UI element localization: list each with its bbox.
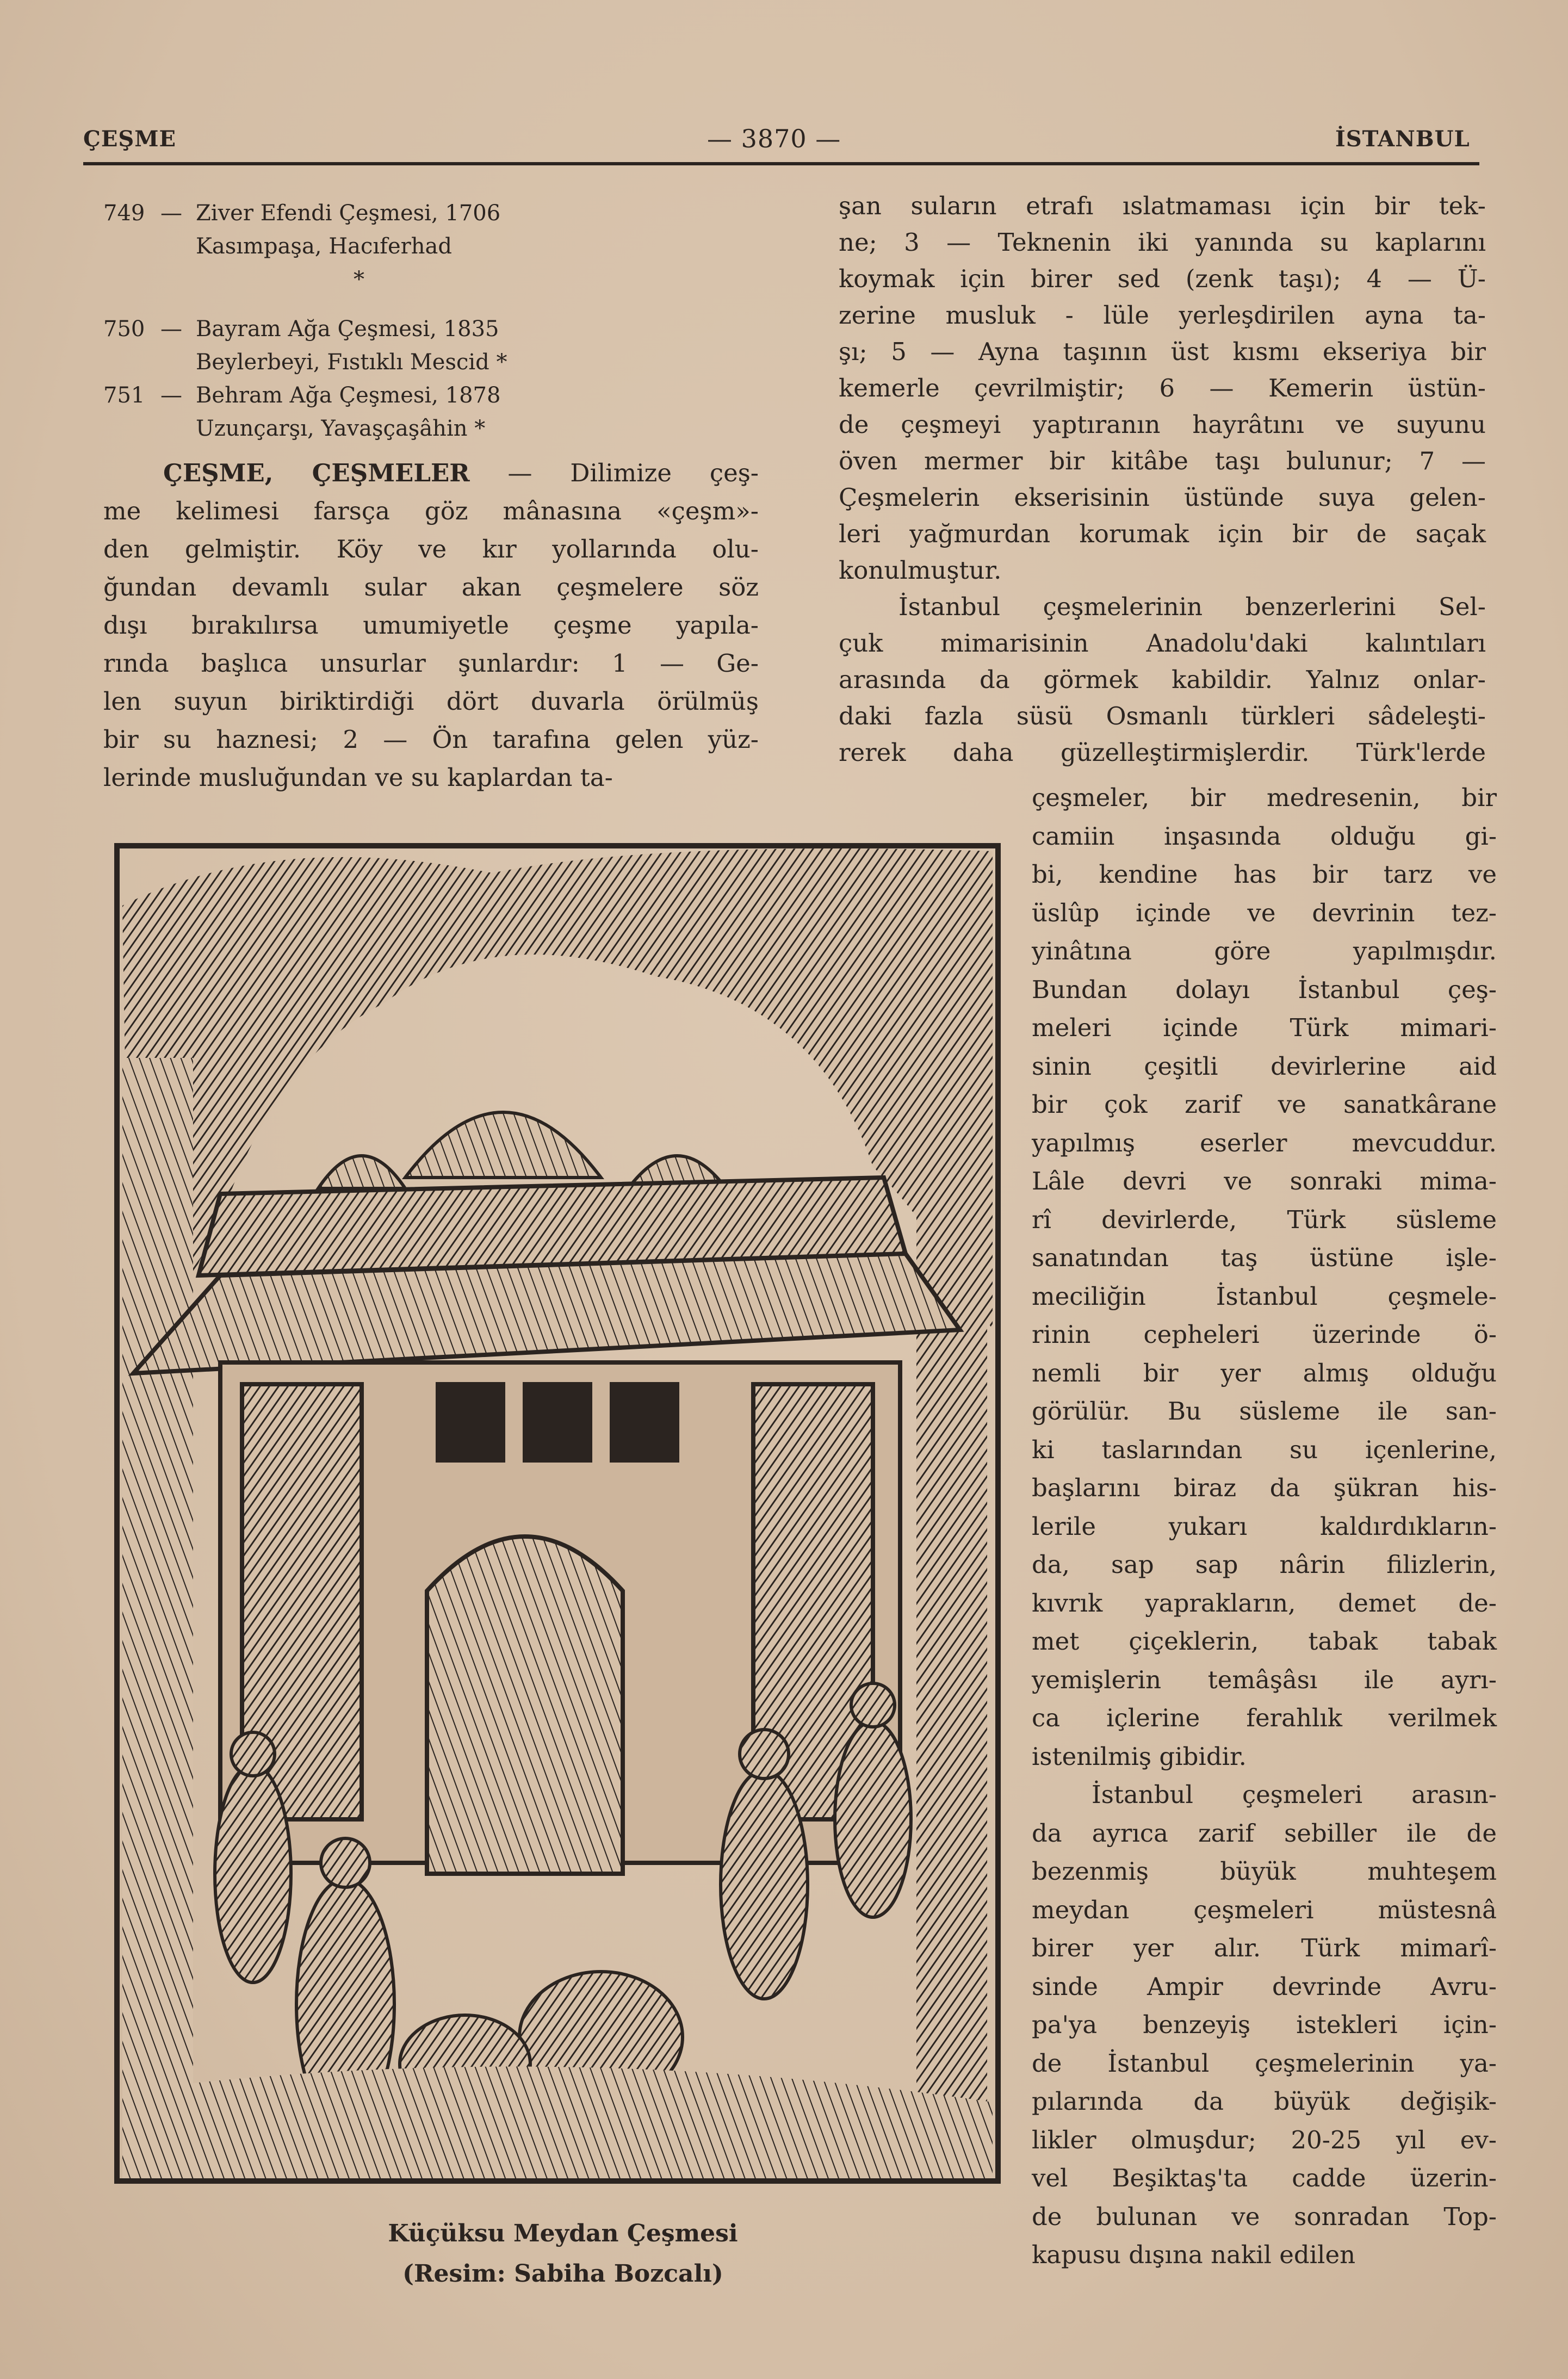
line-text: öven mermer bir kitâbe taşı bulunur; 7 — <box>839 447 1486 475</box>
text-line <box>1032 1929 1497 1968</box>
header-rule <box>83 162 1479 165</box>
text-line <box>1032 2006 1497 2045</box>
item-number: 751 <box>103 383 145 408</box>
article-right-column <box>839 188 1486 771</box>
text-line <box>1032 1584 1497 1623</box>
item-location: Kasımpaşa, Hacıferhad <box>196 234 452 259</box>
text-line <box>1032 1162 1497 1201</box>
text-line <box>839 588 1486 625</box>
line-text: vel Beşiktaş'ta cadde üzerin- <box>1032 2164 1497 2192</box>
text-line <box>1032 2083 1497 2121</box>
line-text: bir çok zarif ve sanatkârane <box>1032 1090 1497 1119</box>
caption-credit: (Resim: Sabiha Bozcalı) <box>402 2260 723 2288</box>
text-line <box>1032 2045 1497 2083</box>
line-text: görülür. Bu süsleme ile san- <box>1032 1397 1497 1426</box>
text-line <box>1032 1201 1497 1240</box>
line-text: bezenmiş büyük muhteşem <box>1032 1857 1497 1886</box>
line-text: rî devirlerde, Türk süsleme <box>1032 1205 1497 1234</box>
figure-caption <box>305 2214 821 2294</box>
text-line <box>1032 1853 1497 1891</box>
text-line <box>839 261 1486 297</box>
line-text: sinin çeşitli devirlerine aid <box>1032 1051 1497 1081</box>
text-line <box>839 443 1486 479</box>
line-text: İstanbul çeşmeleri arasın- <box>1092 1780 1497 1809</box>
line-text: de İstanbul çeşmelerinin ya- <box>1032 2048 1497 2078</box>
list-item <box>103 197 647 230</box>
line-text: ca içlerine ferahlık verilmek <box>1032 1703 1497 1732</box>
text-line <box>103 568 759 606</box>
text-line <box>839 625 1486 661</box>
line-text: da ayrıca zarif sebiller ile de <box>1032 1818 1497 1848</box>
text-line <box>1032 1354 1497 1393</box>
line-text: de çeşmeyi yaptıranın hayrâtını ve suyunu <box>839 410 1486 439</box>
text-line <box>1032 2236 1497 2275</box>
text-line <box>103 606 759 645</box>
text-line <box>839 188 1486 224</box>
line-text: pılarında da büyük değişik- <box>1032 2087 1497 2116</box>
text-line <box>103 759 759 797</box>
line-text: met çiçeklerin, tabak tabak <box>1032 1627 1497 1656</box>
line-text: Çeşmelerin ekserisinin üstünde suya gelen- <box>839 483 1486 512</box>
text-line <box>1032 1891 1497 1930</box>
item-name: Behram Ağa Çeşmesi, 1878 <box>196 383 501 408</box>
text-line <box>839 333 1486 370</box>
text-line <box>1032 2198 1497 2236</box>
text-line <box>1032 2121 1497 2160</box>
article-headword: ÇEŞME, ÇEŞMELER <box>163 459 470 487</box>
line-text: likler olmuşdur; 20-25 yıl ev- <box>1032 2125 1497 2154</box>
text-line <box>839 552 1486 588</box>
list-item <box>103 379 647 412</box>
line-text: İstanbul çeşmelerinin benzerlerini Sel- <box>898 592 1486 621</box>
line-text: ğundan devamlı sular akan çeşmelere söz <box>103 573 759 602</box>
item-name: Ziver Efendi Çeşmesi, 1706 <box>196 201 501 226</box>
text-line <box>1032 1316 1497 1354</box>
dash: — <box>160 383 182 408</box>
text-line <box>1032 2159 1497 2198</box>
line-text: den gelmiştir. Köy ve kır yollarında olu- <box>103 535 759 563</box>
text-line <box>1032 1469 1497 1508</box>
dash: — <box>160 201 182 226</box>
line-text: meleri içinde Türk mimari- <box>1032 1013 1497 1042</box>
text-line <box>839 661 1486 698</box>
line-text: Lâle devri ve sonraki mima- <box>1032 1167 1497 1195</box>
fountain-list <box>103 197 647 445</box>
item-location: Uzunçarşı, Yavaşçaşâhin * <box>196 416 486 441</box>
text-line <box>839 406 1486 443</box>
text-line <box>103 721 759 759</box>
text-line <box>103 645 759 683</box>
line-text: koymak için birer sed (zenk taşı); 4 — Ü- <box>839 264 1486 293</box>
line-text: pa'ya benzeyiş istekleri için- <box>1032 2010 1497 2039</box>
line-text: daki fazla süsü Osmanlı türkleri sâdeleşti- <box>839 702 1486 730</box>
text-line <box>1032 1508 1497 1546</box>
text-line <box>1032 1278 1497 1316</box>
text-line <box>839 734 1486 771</box>
line-text: dışı bırakılırsa umumiyetle çeşme yapıla- <box>103 611 759 640</box>
text-line <box>1032 1392 1497 1431</box>
line-text: birer yer alır. Türk mimarî- <box>1032 1934 1497 1962</box>
domes <box>318 1112 726 1188</box>
text-line <box>1032 894 1497 933</box>
line-text: konulmuştur. <box>839 556 1002 585</box>
text-line <box>839 479 1486 516</box>
line-text: lerinde musluğundan ve su kaplardan ta- <box>103 763 613 792</box>
line-text: sinde Ampir devrinde Avru- <box>1032 1972 1497 2001</box>
page-number: — 3870 — <box>707 124 841 153</box>
line-text: rinin cepheleri üzerinde ö- <box>1032 1320 1497 1349</box>
line-text: bir su haznesi; 2 — Ön tarafına gelen yüz- <box>103 725 759 754</box>
caption-title: Küçüksu Meydan Çeşmesi <box>388 2220 738 2247</box>
text-line <box>1032 1738 1497 1776</box>
item-name: Bayram Ağa Çeşmesi, 1835 <box>196 317 499 342</box>
text-line <box>1032 1661 1497 1700</box>
item-number: 749 <box>103 201 145 226</box>
line-text: yemişlerin temâşâsı ile ayrı- <box>1032 1665 1497 1694</box>
line-text: zerine musluk - lüle yerleşdirilen ayna ta- <box>839 301 1486 330</box>
text-line <box>1032 817 1497 856</box>
text-line <box>1032 1048 1497 1086</box>
text-line <box>1032 1239 1497 1278</box>
item-number: 750 <box>103 317 145 342</box>
text-line <box>1032 1968 1497 2006</box>
text-line <box>1032 1124 1497 1163</box>
line-text: meydan çeşmeleri müstesnâ <box>1032 1895 1497 1924</box>
dash: — <box>160 317 182 342</box>
line-text: de bulunan ve sonradan Top- <box>1032 2202 1497 2231</box>
line-text: istenilmiş gibidir. <box>1032 1742 1247 1771</box>
line-text: rında başlıca unsurlar şunlardır: 1 — Ge- <box>103 649 759 678</box>
text-line <box>839 224 1486 261</box>
line-text: üslûp içinde ve devrinin tez- <box>1032 898 1497 927</box>
line-text: meciliğin İstanbul çeşmele- <box>1032 1281 1497 1311</box>
article-left-column <box>103 454 759 797</box>
line-text: kapusu dışına nakil edilen <box>1032 2240 1356 2269</box>
running-head-left: ÇEŞME <box>83 126 176 152</box>
item-location: Beylerbeyi, Fıstıklı Mescid * <box>196 350 507 375</box>
line-text: başlarını biraz da şükran his- <box>1032 1473 1497 1502</box>
line-text: şı; 5 — Ayna taşının üst kısmı ekseriya bir <box>839 337 1486 366</box>
ground <box>122 2067 993 2178</box>
line-text: sanatından taş üstüne işle- <box>1032 1243 1497 1272</box>
line-text: len suyun biriktirdiği dört duvarla örülmüş <box>103 687 759 716</box>
line-text: arasında da görmek kabildir. Yalnız onlar- <box>839 665 1486 694</box>
line-text: şan suların etrafı ıslatmaması için bir tek- <box>839 191 1486 220</box>
line-text: camiin inşasında olduğu gi- <box>1032 821 1497 851</box>
article-right-narrow-column <box>1032 779 1497 2275</box>
line-text: kemerle çevrilmiştir; 6 — Kemerin üstün- <box>839 374 1486 402</box>
text-line <box>1032 856 1497 894</box>
text-line <box>1032 779 1497 817</box>
text-line <box>103 454 759 492</box>
text-line <box>103 683 759 721</box>
line-text: ki taslarından su içenlerine, <box>1032 1435 1497 1464</box>
line-text: da, sap sap nârin filizlerin, <box>1032 1550 1497 1579</box>
text-line <box>1032 1699 1497 1738</box>
text-line <box>1032 1776 1497 1814</box>
line-text: Bundan dolayı İstanbul çeş- <box>1032 975 1497 1004</box>
line-text: — Dilimize çeş- <box>469 459 759 487</box>
line-text: me kelimesi farsça göz mânasına «çeşm»- <box>103 497 759 525</box>
line-text: lerile yukarı kaldırdıkların- <box>1032 1511 1497 1541</box>
text-line <box>839 370 1486 406</box>
line-text: kıvrık yaprakların, demet de- <box>1032 1588 1497 1618</box>
separator: * <box>354 267 364 292</box>
line-text: rerek daha güzelleştirmişlerdir. Türk'lerde <box>839 738 1486 767</box>
line-text: yapılmış eserler mevcuddur. <box>1032 1128 1497 1157</box>
list-item <box>103 313 647 346</box>
line-text: bi, kendine has bir tarz ve <box>1032 860 1497 889</box>
text-line <box>839 297 1486 333</box>
line-text: çeşmeler, bir medresenin, bir <box>1032 783 1497 812</box>
line-text: yinâtına göre yapılmışdır. <box>1032 937 1497 965</box>
text-line <box>103 530 759 568</box>
text-line <box>1032 1622 1497 1661</box>
line-text: çuk mimarisinin Anadolu'daki kalıntıları <box>839 629 1486 658</box>
line-text: nemli bir yer almış olduğu <box>1032 1358 1497 1387</box>
text-line <box>1032 932 1497 971</box>
text-line <box>839 698 1486 734</box>
text-line <box>839 516 1486 552</box>
text-line <box>1032 971 1497 1009</box>
text-line <box>1032 1086 1497 1124</box>
text-line <box>1032 1431 1497 1470</box>
text-line <box>1032 1546 1497 1584</box>
text-line <box>1032 1009 1497 1048</box>
line-text: leri yağmurdan korumak için bir de saçak <box>839 519 1486 548</box>
text-line <box>103 492 759 530</box>
running-head-right: İSTANBUL <box>1335 126 1470 152</box>
line-text: ne; 3 — Teknenin iki yanında su kaplarını <box>839 228 1486 257</box>
text-line <box>1032 1814 1497 1853</box>
fountain-illustration <box>111 840 1003 2186</box>
